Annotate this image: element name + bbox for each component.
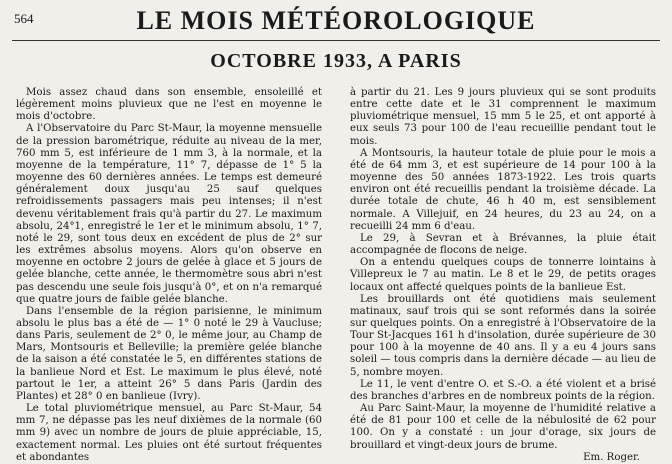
paragraph: A l'Observatoire du Parc St-Maur, la moyenne mensuelle de la pression barométrique, réduite au niveau de la mer, 760 mm 5, est inférieure de 1 mm 3, à la normale, et la moyenne de la température, 11° 7, dépasse de 1° 5 la moyenne des 60 dernières années. Le temps est demeuré généralement doux jusqu'au 25 sauf quelques refroidissements passagers mais peu intenses; il n'est devenu véritablement frais qu'à partir du 27. Le maximum absolu, 24°1, enregistré le 1er et le minimum absolu, 1° 7, noté le 29, sont tous deux en excédent de plus de 2° sur les extrêmes absolus moyens. Alors qu'on observe en moyenne en octobre 2 jours de gelée à glace et 5 jours de gelée blanche, cette année, le thermomètre sous abri n'est pas descendu une seule fois jusqu'à 0°, et on n'a remarqué que quatre jours de faible gelée blanche.	[16, 123, 322, 305]
paragraph: Au Parc Saint-Maur, la moyenne de l'humidité relative a été de 81 pour 100 et celle de la nébulosité de 62 pour 100. On y a constaté : un jour d'orage, six jours de brouillard et vingt-deux jours de brume.	[350, 403, 656, 451]
paragraph: à partir du 21. Les 9 jours pluvieux qui se sont produits entre cette date et le 31 comprennent le maximum pluviométrique mensuel, 15 mm 5 le 25, et ont apporté à eux seuls 73 pour 100 de l'eau recueillie pendant tout le mois.	[350, 87, 656, 147]
signature: Em. Roger.	[583, 451, 640, 463]
running-title: LE MOIS MÉTÉOROLOGIQUE	[136, 6, 536, 35]
paragraph: Dans l'ensemble de la région parisienne, le minimum absolu le plus bas a été de — 1° 0 noté le 29 à Vaucluse; dans Paris, seulement de 2° 0, le même jour, au Champ de Mars, Montsouris et Belleville; la première gelée blanche de la saison a été constatée le 5, en différentes stations de la banlieue Nord et Est. Le maximum le plus élevé, noté partout le 1er, a atteint 26° 5 dans Paris (Jardin des Plantes) et 28° 0 en banlieue (Ivry).	[16, 305, 322, 402]
paragraph: Le 29, à Sevran et à Brévannes, la pluie était accompagnée de flocons de neige.	[350, 232, 656, 257]
paragraph: On a entendu quelques coups de tonnerre lointains à Villepreux le 7 au matin. Le 8 et le 29, de petits orages locaux ont affecté quelques points de la banlieue Est.	[350, 257, 656, 293]
paragraph: Le 11, le vent d'entre O. et S.-O. a été violent et a brisé des branches d'arbres en de nombreux points de la région.	[350, 378, 656, 402]
page-number: 564	[14, 11, 34, 26]
article-title: OCTOBRE 1933, A PARIS	[210, 50, 462, 72]
right-column	[350, 87, 656, 464]
paragraph: A Montsouris, la hauteur totale de pluie pour le mois a été de 64 mm 3, et est supérieure de 14 pour 100 à la moyenne des 50 années 1873-1922. Les trois quarts environ ont été recueillis pendant la troisième décade. La durée totale de chute, 46 h 40 m, est sensiblement normale. A Villejuif, en 24 heures, du 23 au 24, on a recueilli 24 mm 6 d'eau.	[350, 147, 656, 232]
paragraph: Le total pluviométrique mensuel, au Parc St-Maur, 54 mm 7, ne dépasse pas les neuf dixièmes de la normale (60 mm 9) avec un nombre de jours de pluie appréciable, 15, exactement normal. Les pluies ont été surtout fréquentes et abondantes	[16, 403, 322, 463]
left-column	[16, 87, 322, 464]
paragraph: Mois assez chaud dans son ensemble, ensoleillé et légèrement moins pluvieux que ne l'est en moyenne le mois d'octobre.	[16, 87, 322, 123]
header-rule	[12, 40, 660, 41]
paragraph: Les brouillards ont été quotidiens mais seulement matinaux, sauf trois qui se sont reformés dans la soirée sur quelques points. On a enregistré à l'Observatoire de la Tour St-Jacques 161 h d'insolation, durée supérieure de 30 pour 100 à la moyenne de 40 ans. Il y a eu 4 jours sans soleil — tous compris dans la dernière décade — au lieu de 5, nombre moyen.	[350, 293, 656, 378]
